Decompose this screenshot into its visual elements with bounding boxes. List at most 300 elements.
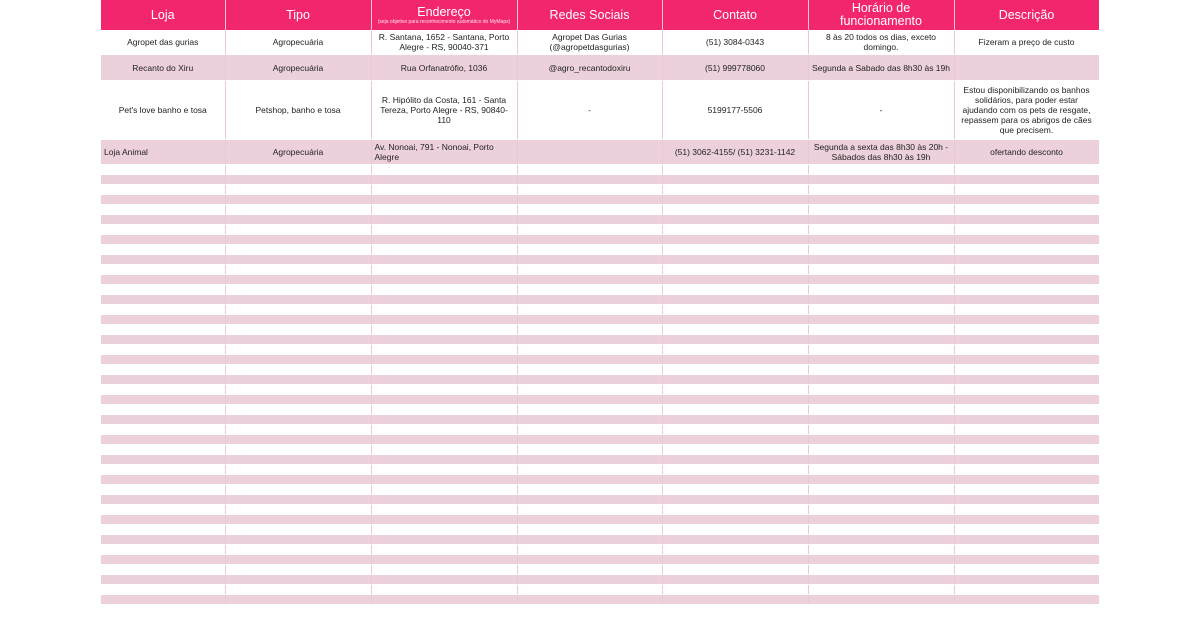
empty-cell[interactable] — [517, 585, 662, 595]
empty-cell[interactable] — [662, 515, 808, 525]
empty-cell[interactable] — [662, 315, 808, 325]
empty-cell[interactable] — [808, 555, 954, 565]
cell-redes[interactable]: Agropet Das Gurias (@agropetdasgurias) — [517, 30, 662, 55]
empty-cell[interactable] — [517, 395, 662, 405]
empty-cell[interactable] — [371, 285, 517, 295]
empty-cell[interactable] — [954, 575, 1099, 585]
empty-cell[interactable] — [101, 355, 225, 365]
empty-cell[interactable] — [954, 465, 1099, 475]
empty-cell[interactable] — [808, 465, 954, 475]
empty-cell[interactable] — [517, 445, 662, 455]
empty-cell[interactable] — [225, 295, 371, 305]
cell-loja[interactable]: Recanto do Xiru — [101, 55, 225, 81]
empty-cell[interactable] — [517, 285, 662, 295]
empty-cell[interactable] — [225, 205, 371, 215]
empty-cell[interactable] — [225, 485, 371, 495]
empty-cell[interactable] — [101, 335, 225, 345]
empty-cell[interactable] — [954, 455, 1099, 465]
empty-cell[interactable] — [371, 165, 517, 175]
empty-cell[interactable] — [225, 495, 371, 505]
empty-cell[interactable] — [225, 235, 371, 245]
empty-cell[interactable] — [517, 345, 662, 355]
empty-cell[interactable] — [101, 405, 225, 415]
empty-cell[interactable] — [517, 265, 662, 275]
cell-contato[interactable]: 5199177-5506 — [662, 81, 808, 140]
empty-cell[interactable] — [225, 585, 371, 595]
empty-cell[interactable] — [225, 255, 371, 265]
empty-cell[interactable] — [662, 435, 808, 445]
empty-cell[interactable] — [954, 325, 1099, 335]
empty-cell[interactable] — [954, 595, 1099, 605]
empty-cell[interactable] — [954, 305, 1099, 315]
empty-cell[interactable] — [371, 545, 517, 555]
empty-cell[interactable] — [101, 265, 225, 275]
cell-contato[interactable]: (51) 3062-4155/ (51) 3231-1142 — [662, 140, 808, 165]
empty-cell[interactable] — [101, 185, 225, 195]
empty-cell[interactable] — [101, 595, 225, 605]
empty-cell[interactable] — [371, 365, 517, 375]
empty-cell[interactable] — [954, 475, 1099, 485]
empty-cell[interactable] — [517, 525, 662, 535]
empty-cell[interactable] — [808, 385, 954, 395]
empty-cell[interactable] — [662, 485, 808, 495]
empty-cell[interactable] — [808, 215, 954, 225]
empty-cell[interactable] — [662, 365, 808, 375]
empty-cell[interactable] — [517, 295, 662, 305]
empty-cell[interactable] — [517, 205, 662, 215]
empty-cell[interactable] — [662, 565, 808, 575]
empty-cell[interactable] — [101, 295, 225, 305]
empty-cell[interactable] — [662, 455, 808, 465]
empty-cell[interactable] — [225, 165, 371, 175]
empty-cell[interactable] — [371, 335, 517, 345]
cell-horario[interactable]: - — [808, 81, 954, 140]
empty-cell[interactable] — [517, 325, 662, 335]
empty-cell[interactable] — [954, 315, 1099, 325]
empty-cell[interactable] — [954, 585, 1099, 595]
empty-cell[interactable] — [808, 425, 954, 435]
cell-descricao[interactable] — [954, 55, 1099, 81]
empty-cell[interactable] — [808, 515, 954, 525]
empty-cell[interactable] — [808, 325, 954, 335]
empty-cell[interactable] — [954, 335, 1099, 345]
empty-cell[interactable] — [808, 165, 954, 175]
empty-cell[interactable] — [101, 375, 225, 385]
empty-cell[interactable] — [954, 495, 1099, 505]
empty-cell[interactable] — [225, 345, 371, 355]
empty-cell[interactable] — [808, 575, 954, 585]
empty-cell[interactable] — [225, 515, 371, 525]
empty-cell[interactable] — [808, 525, 954, 535]
empty-cell[interactable] — [662, 545, 808, 555]
empty-cell[interactable] — [225, 555, 371, 565]
empty-cell[interactable] — [662, 595, 808, 605]
empty-cell[interactable] — [517, 485, 662, 495]
empty-cell[interactable] — [808, 435, 954, 445]
empty-cell[interactable] — [954, 445, 1099, 455]
empty-cell[interactable] — [808, 395, 954, 405]
empty-cell[interactable] — [371, 455, 517, 465]
cell-horario[interactable]: Segunda a sexta das 8h30 às 20h - Sábados das 8h30 às 19h — [808, 140, 954, 165]
empty-cell[interactable] — [371, 275, 517, 285]
empty-cell[interactable] — [517, 415, 662, 425]
empty-cell[interactable] — [808, 315, 954, 325]
empty-cell[interactable] — [808, 405, 954, 415]
empty-cell[interactable] — [954, 365, 1099, 375]
empty-cell[interactable] — [371, 245, 517, 255]
empty-cell[interactable] — [662, 295, 808, 305]
empty-cell[interactable] — [371, 385, 517, 395]
empty-cell[interactable] — [517, 385, 662, 395]
empty-cell[interactable] — [101, 285, 225, 295]
empty-cell[interactable] — [371, 435, 517, 445]
empty-cell[interactable] — [662, 245, 808, 255]
empty-cell[interactable] — [101, 175, 225, 185]
empty-cell[interactable] — [954, 375, 1099, 385]
empty-cell[interactable] — [517, 245, 662, 255]
empty-cell[interactable] — [225, 375, 371, 385]
empty-cell[interactable] — [101, 275, 225, 285]
empty-cell[interactable] — [101, 235, 225, 245]
empty-cell[interactable] — [225, 325, 371, 335]
empty-cell[interactable] — [517, 255, 662, 265]
empty-cell[interactable] — [225, 525, 371, 535]
cell-tipo[interactable]: Petshop, banho e tosa — [225, 81, 371, 140]
header-endereco[interactable] — [371, 0, 517, 30]
empty-cell[interactable] — [954, 205, 1099, 215]
empty-cell[interactable] — [371, 205, 517, 215]
empty-cell[interactable] — [954, 555, 1099, 565]
empty-cell[interactable] — [517, 425, 662, 435]
empty-cell[interactable] — [371, 185, 517, 195]
empty-cell[interactable] — [662, 335, 808, 345]
empty-cell[interactable] — [954, 485, 1099, 495]
empty-cell[interactable] — [517, 195, 662, 205]
empty-cell[interactable] — [371, 175, 517, 185]
empty-cell[interactable] — [371, 475, 517, 485]
empty-cell[interactable] — [101, 455, 225, 465]
empty-cell[interactable] — [225, 575, 371, 585]
empty-cell[interactable] — [517, 545, 662, 555]
empty-cell[interactable] — [808, 585, 954, 595]
header-tipo[interactable]: Tipo — [225, 0, 371, 30]
empty-cell[interactable] — [371, 565, 517, 575]
empty-cell[interactable] — [101, 485, 225, 495]
empty-cell[interactable] — [954, 415, 1099, 425]
empty-cell[interactable] — [808, 415, 954, 425]
empty-cell[interactable] — [371, 265, 517, 275]
cell-endereco[interactable]: Rua Orfanatrófio, 1036 — [371, 55, 517, 81]
empty-cell[interactable] — [808, 355, 954, 365]
empty-cell[interactable] — [954, 515, 1099, 525]
empty-cell[interactable] — [225, 445, 371, 455]
empty-cell[interactable] — [954, 225, 1099, 235]
empty-cell[interactable] — [808, 365, 954, 375]
cell-endereco[interactable]: R. Santana, 1652 - Santana, Porto Alegre - RS, 90040-371 — [371, 30, 517, 55]
empty-cell[interactable] — [954, 245, 1099, 255]
empty-cell[interactable] — [808, 595, 954, 605]
empty-cell[interactable] — [225, 505, 371, 515]
empty-cell[interactable] — [225, 275, 371, 285]
empty-cell[interactable] — [662, 585, 808, 595]
empty-cell[interactable] — [371, 305, 517, 315]
empty-cell[interactable] — [101, 425, 225, 435]
empty-cell[interactable] — [808, 185, 954, 195]
cell-contato[interactable]: (51) 999778060 — [662, 55, 808, 81]
empty-cell[interactable] — [371, 575, 517, 585]
empty-cell[interactable] — [371, 465, 517, 475]
cell-endereco[interactable]: R. Hipólito da Costa, 161 - Santa Tereza, Porto Alegre - RS, 90840-110 — [371, 81, 517, 140]
empty-cell[interactable] — [371, 195, 517, 205]
empty-cell[interactable] — [954, 525, 1099, 535]
empty-cell[interactable] — [517, 355, 662, 365]
empty-cell[interactable] — [517, 305, 662, 315]
header-contato[interactable]: Contato — [662, 0, 808, 30]
empty-cell[interactable] — [101, 195, 225, 205]
empty-cell[interactable] — [517, 315, 662, 325]
empty-cell[interactable] — [371, 595, 517, 605]
empty-cell[interactable] — [808, 505, 954, 515]
empty-cell[interactable] — [808, 275, 954, 285]
empty-cell[interactable] — [371, 235, 517, 245]
empty-cell[interactable] — [808, 235, 954, 245]
empty-cell[interactable] — [808, 245, 954, 255]
empty-cell[interactable] — [954, 535, 1099, 545]
empty-cell[interactable] — [101, 225, 225, 235]
empty-cell[interactable] — [225, 405, 371, 415]
empty-cell[interactable] — [225, 595, 371, 605]
empty-cell[interactable] — [371, 485, 517, 495]
cell-loja[interactable]: Agropet das gurias — [101, 30, 225, 55]
empty-cell[interactable] — [954, 255, 1099, 265]
empty-cell[interactable] — [517, 565, 662, 575]
empty-cell[interactable] — [371, 555, 517, 565]
empty-cell[interactable] — [101, 315, 225, 325]
empty-cell[interactable] — [371, 425, 517, 435]
empty-cell[interactable] — [517, 475, 662, 485]
empty-cell[interactable] — [101, 465, 225, 475]
cell-horario[interactable]: Segunda a Sabado das 8h30 às 19h — [808, 55, 954, 81]
empty-cell[interactable] — [225, 175, 371, 185]
empty-cell[interactable] — [371, 255, 517, 265]
empty-cell[interactable] — [101, 515, 225, 525]
empty-cell[interactable] — [954, 395, 1099, 405]
empty-cell[interactable] — [954, 215, 1099, 225]
empty-cell[interactable] — [517, 215, 662, 225]
empty-cell[interactable] — [954, 265, 1099, 275]
empty-cell[interactable] — [101, 385, 225, 395]
cell-descricao[interactable]: Fizeram a preço de custo — [954, 30, 1099, 55]
empty-cell[interactable] — [101, 545, 225, 555]
empty-cell[interactable] — [662, 265, 808, 275]
empty-cell[interactable] — [954, 285, 1099, 295]
empty-cell[interactable] — [225, 395, 371, 405]
empty-cell[interactable] — [808, 265, 954, 275]
empty-cell[interactable] — [371, 495, 517, 505]
empty-cell[interactable] — [517, 235, 662, 245]
empty-cell[interactable] — [225, 435, 371, 445]
cell-tipo[interactable]: Agropecuária — [225, 140, 371, 165]
empty-cell[interactable] — [662, 165, 808, 175]
empty-cell[interactable] — [517, 515, 662, 525]
empty-cell[interactable] — [662, 305, 808, 315]
empty-cell[interactable] — [808, 285, 954, 295]
empty-cell[interactable] — [101, 345, 225, 355]
empty-cell[interactable] — [101, 565, 225, 575]
cell-descricao[interactable]: ofertando desconto — [954, 140, 1099, 165]
empty-cell[interactable] — [517, 375, 662, 385]
empty-cell[interactable] — [662, 195, 808, 205]
empty-cell[interactable] — [517, 535, 662, 545]
empty-cell[interactable] — [662, 465, 808, 475]
empty-cell[interactable] — [662, 425, 808, 435]
header-horario[interactable]: Horário de funcionamento — [808, 0, 954, 30]
empty-cell[interactable] — [101, 255, 225, 265]
empty-cell[interactable] — [517, 505, 662, 515]
empty-cell[interactable] — [225, 415, 371, 425]
empty-cell[interactable] — [101, 395, 225, 405]
empty-cell[interactable] — [954, 185, 1099, 195]
empty-cell[interactable] — [101, 585, 225, 595]
empty-cell[interactable] — [371, 315, 517, 325]
empty-cell[interactable] — [225, 425, 371, 435]
empty-cell[interactable] — [225, 285, 371, 295]
empty-cell[interactable] — [517, 185, 662, 195]
empty-cell[interactable] — [517, 455, 662, 465]
empty-cell[interactable] — [662, 405, 808, 415]
empty-cell[interactable] — [662, 345, 808, 355]
empty-cell[interactable] — [808, 495, 954, 505]
cell-contato[interactable]: (51) 3084-0343 — [662, 30, 808, 55]
empty-cell[interactable] — [954, 295, 1099, 305]
empty-cell[interactable] — [662, 525, 808, 535]
empty-cell[interactable] — [662, 205, 808, 215]
empty-cell[interactable] — [808, 205, 954, 215]
empty-cell[interactable] — [371, 515, 517, 525]
empty-cell[interactable] — [101, 525, 225, 535]
empty-cell[interactable] — [517, 275, 662, 285]
empty-cell[interactable] — [101, 325, 225, 335]
empty-cell[interactable] — [371, 585, 517, 595]
empty-cell[interactable] — [371, 505, 517, 515]
empty-cell[interactable] — [954, 175, 1099, 185]
cell-redes[interactable]: - — [517, 81, 662, 140]
empty-cell[interactable] — [225, 455, 371, 465]
empty-cell[interactable] — [225, 315, 371, 325]
cell-loja[interactable]: Loja Animal — [101, 140, 225, 165]
cell-redes[interactable]: @agro_recantodoxiru — [517, 55, 662, 81]
empty-cell[interactable] — [954, 565, 1099, 575]
empty-cell[interactable] — [808, 175, 954, 185]
empty-cell[interactable] — [954, 545, 1099, 555]
empty-cell[interactable] — [101, 475, 225, 485]
empty-cell[interactable] — [662, 225, 808, 235]
header-loja[interactable]: Loja — [101, 0, 225, 30]
empty-cell[interactable] — [662, 575, 808, 585]
empty-cell[interactable] — [371, 445, 517, 455]
empty-cell[interactable] — [662, 355, 808, 365]
empty-cell[interactable] — [371, 405, 517, 415]
empty-cell[interactable] — [371, 345, 517, 355]
empty-cell[interactable] — [517, 575, 662, 585]
cell-tipo[interactable]: Agropecuária — [225, 55, 371, 81]
empty-cell[interactable] — [101, 165, 225, 175]
empty-cell[interactable] — [101, 415, 225, 425]
empty-cell[interactable] — [371, 295, 517, 305]
empty-cell[interactable] — [517, 165, 662, 175]
empty-cell[interactable] — [954, 405, 1099, 415]
empty-cell[interactable] — [101, 555, 225, 565]
empty-cell[interactable] — [517, 435, 662, 445]
empty-cell[interactable] — [808, 445, 954, 455]
cell-loja[interactable]: Pet's love banho e tosa — [101, 81, 225, 140]
empty-cell[interactable] — [662, 215, 808, 225]
empty-cell[interactable] — [517, 175, 662, 185]
empty-cell[interactable] — [101, 435, 225, 445]
empty-cell[interactable] — [371, 415, 517, 425]
empty-cell[interactable] — [954, 165, 1099, 175]
empty-cell[interactable] — [808, 305, 954, 315]
empty-cell[interactable] — [517, 495, 662, 505]
empty-cell[interactable] — [808, 345, 954, 355]
empty-cell[interactable] — [101, 575, 225, 585]
empty-cell[interactable] — [954, 435, 1099, 445]
empty-cell[interactable] — [225, 475, 371, 485]
empty-cell[interactable] — [517, 405, 662, 415]
empty-cell[interactable] — [808, 455, 954, 465]
empty-cell[interactable] — [954, 235, 1099, 245]
header-redes[interactable]: Redes Sociais — [517, 0, 662, 30]
empty-cell[interactable] — [954, 385, 1099, 395]
empty-cell[interactable] — [954, 195, 1099, 205]
empty-cell[interactable] — [808, 225, 954, 235]
empty-cell[interactable] — [954, 505, 1099, 515]
empty-cell[interactable] — [101, 495, 225, 505]
empty-cell[interactable] — [662, 445, 808, 455]
empty-cell[interactable] — [517, 335, 662, 345]
empty-cell[interactable] — [517, 595, 662, 605]
cell-descricao[interactable]: Estou disponibilizando os banhos solidários, para poder estar ajudando com os pets de resgate, repassem para os abrigos de cães que precisem. — [954, 81, 1099, 140]
empty-cell[interactable] — [662, 475, 808, 485]
empty-cell[interactable] — [808, 255, 954, 265]
empty-cell[interactable] — [662, 535, 808, 545]
empty-cell[interactable] — [225, 185, 371, 195]
empty-cell[interactable] — [517, 555, 662, 565]
empty-cell[interactable] — [101, 245, 225, 255]
empty-cell[interactable] — [808, 295, 954, 305]
empty-cell[interactable] — [371, 535, 517, 545]
empty-cell[interactable] — [371, 355, 517, 365]
empty-cell[interactable] — [662, 235, 808, 245]
empty-cell[interactable] — [225, 355, 371, 365]
empty-cell[interactable] — [101, 535, 225, 545]
empty-cell[interactable] — [662, 415, 808, 425]
empty-cell[interactable] — [101, 215, 225, 225]
empty-cell[interactable] — [517, 365, 662, 375]
empty-cell[interactable] — [371, 325, 517, 335]
empty-cell[interactable] — [371, 525, 517, 535]
empty-cell[interactable] — [954, 355, 1099, 365]
empty-cell[interactable] — [808, 195, 954, 205]
empty-cell[interactable] — [662, 395, 808, 405]
empty-cell[interactable] — [225, 305, 371, 315]
empty-cell[interactable] — [808, 565, 954, 575]
empty-cell[interactable] — [662, 555, 808, 565]
empty-cell[interactable] — [954, 345, 1099, 355]
empty-cell[interactable] — [662, 185, 808, 195]
empty-cell[interactable] — [225, 215, 371, 225]
empty-cell[interactable] — [517, 225, 662, 235]
